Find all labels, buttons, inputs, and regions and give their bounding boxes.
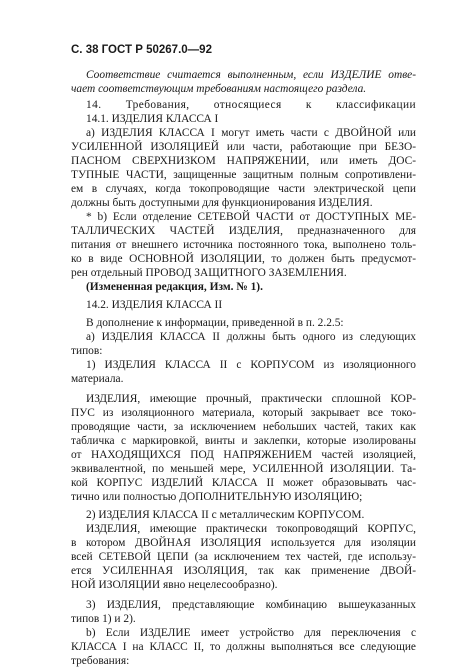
text-line: ПАСНОМ СВЕРХНИЗКОМ НАПРЯЖЕНИИ, или иметь ДОС-	[71, 155, 416, 167]
text-line: тично или полностью ДОПОЛНИТЕЛЬНУЮ ИЗОЛЯЦИЮ;	[71, 491, 363, 503]
text-line: КЛАССА I на КЛАСС II, то должны выполняться все следующие	[71, 641, 416, 653]
text-line: ТАЛЛИЧЕСКИХ ЧАСТЕЙ ИЗДЕЛИЯ, предназначенного для	[71, 225, 416, 237]
text-line: чает соответствующим требованиям настоящего раздела.	[71, 83, 367, 95]
text-line: ем в случаях, когда токопроводящие части электрической цепи	[71, 183, 416, 195]
text-line: ПУС из изоляционного материала, который закрывает все токо-	[71, 407, 416, 419]
text-line: от НАХОДЯЩИХСЯ ПОД НАПРЯЖЕНИЕМ частей изоляцией,	[71, 449, 416, 461]
text-line: НОЙ ИЗОЛЯЦИИ явно нецелесообразно).	[71, 579, 278, 591]
text-line: требования:	[71, 655, 130, 667]
text-line: питания от внешнего источника постоянного тока, выполнено толь-	[71, 239, 416, 251]
text-line: должны быть доступными для функционирования ИЗДЕЛИЯ.	[71, 197, 373, 209]
text-line: табличка с маркировкой, винты и заклепки, которые изолированы	[71, 435, 416, 447]
text-line: а) ИЗДЕЛИЯ КЛАССА I могут иметь части с ДВОЙНОЙ или	[86, 127, 416, 139]
subsection-heading: 14.1. ИЗДЕЛИЯ КЛАССА I	[86, 113, 219, 125]
text-line: 1) ИЗДЕЛИЯ КЛАССА II с КОРПУСОМ из изоляционного	[86, 359, 416, 371]
text-line: проводящие части, за исключением небольших частей, таких как	[71, 421, 416, 433]
subsection-heading: 14.2. ИЗДЕЛИЯ КЛАССА II	[86, 299, 223, 311]
text-line: типов:	[71, 345, 103, 357]
section-heading: 14. Требования, относящиеся к классификации	[86, 99, 416, 111]
text-line: b) Если ИЗДЕЛИЕ имеет устройство для переключения с	[86, 627, 416, 639]
text-line: В дополнение к информации, приведенной в п. 2.2.5:	[86, 317, 344, 329]
text-line: типов 1) и 2).	[71, 613, 136, 625]
text-line: кой КОРПУС ИЗДЕЛИЙ КЛАССА II может образовывать час-	[71, 477, 416, 489]
text-line: эквивалентной, по меньшей мере, УСИЛЕННОЙ ИЗОЛЯЦИИ. Та-	[71, 463, 416, 475]
page-header: С. 38 ГОСТ Р 50267.0—92	[71, 44, 212, 56]
text-line: материала.	[71, 373, 124, 385]
amendment-note: (Измененная редакция, Изм. № 1).	[86, 281, 263, 293]
text-line: ИЗДЕЛИЯ, имеющие прочный, практически сплошной КОР-	[86, 393, 416, 405]
text-line: ТУПНЫЕ ЧАСТИ, защищенные защитным полным сопротивлени-	[71, 169, 416, 181]
text-line: ИЗДЕЛИЯ, имеющие практически токопроводящий КОРПУС,	[86, 523, 416, 535]
text-line: ется УСИЛЕННАЯ ИЗОЛЯЦИЯ, так как применение ДВОЙ-	[71, 565, 416, 577]
text-line: 3) ИЗДЕЛИЯ, представляющие комбинацию вышеуказанных	[86, 599, 416, 611]
text-line: в котором ДВОЙНАЯ ИЗОЛЯЦИЯ используется для изоляции	[71, 537, 416, 549]
text-line: УСИЛЕННОЙ ИЗОЛЯЦИЕЙ или части, работающие при БЕЗО-	[71, 141, 416, 153]
text-line: ко в виде ОСНОВНОЙ ИЗОЛЯЦИИ, то должен быть предусмот-	[71, 253, 416, 265]
text-line: 2) ИЗДЕЛИЯ КЛАССА II с металлическим КОРПУСОМ.	[86, 509, 365, 521]
text-line: Соответствие считается выполненным, если ИЗДЕЛИЕ отве-	[86, 69, 416, 81]
text-line: а) ИЗДЕЛИЯ КЛАССА II должны быть одного из следующих	[86, 331, 416, 343]
text-line: * b) Если отделение СЕТЕВОЙ ЧАСТИ от ДОСТУПНЫХ МЕ-	[86, 211, 416, 223]
text-line: всей СЕТЕВОЙ ЦЕПИ (за исключением тех частей, где использу-	[71, 551, 416, 563]
text-line: рен отдельный ПРОВОД ЗАЩИТНОГО ЗАЗЕМЛЕНИЯ.	[71, 267, 347, 279]
